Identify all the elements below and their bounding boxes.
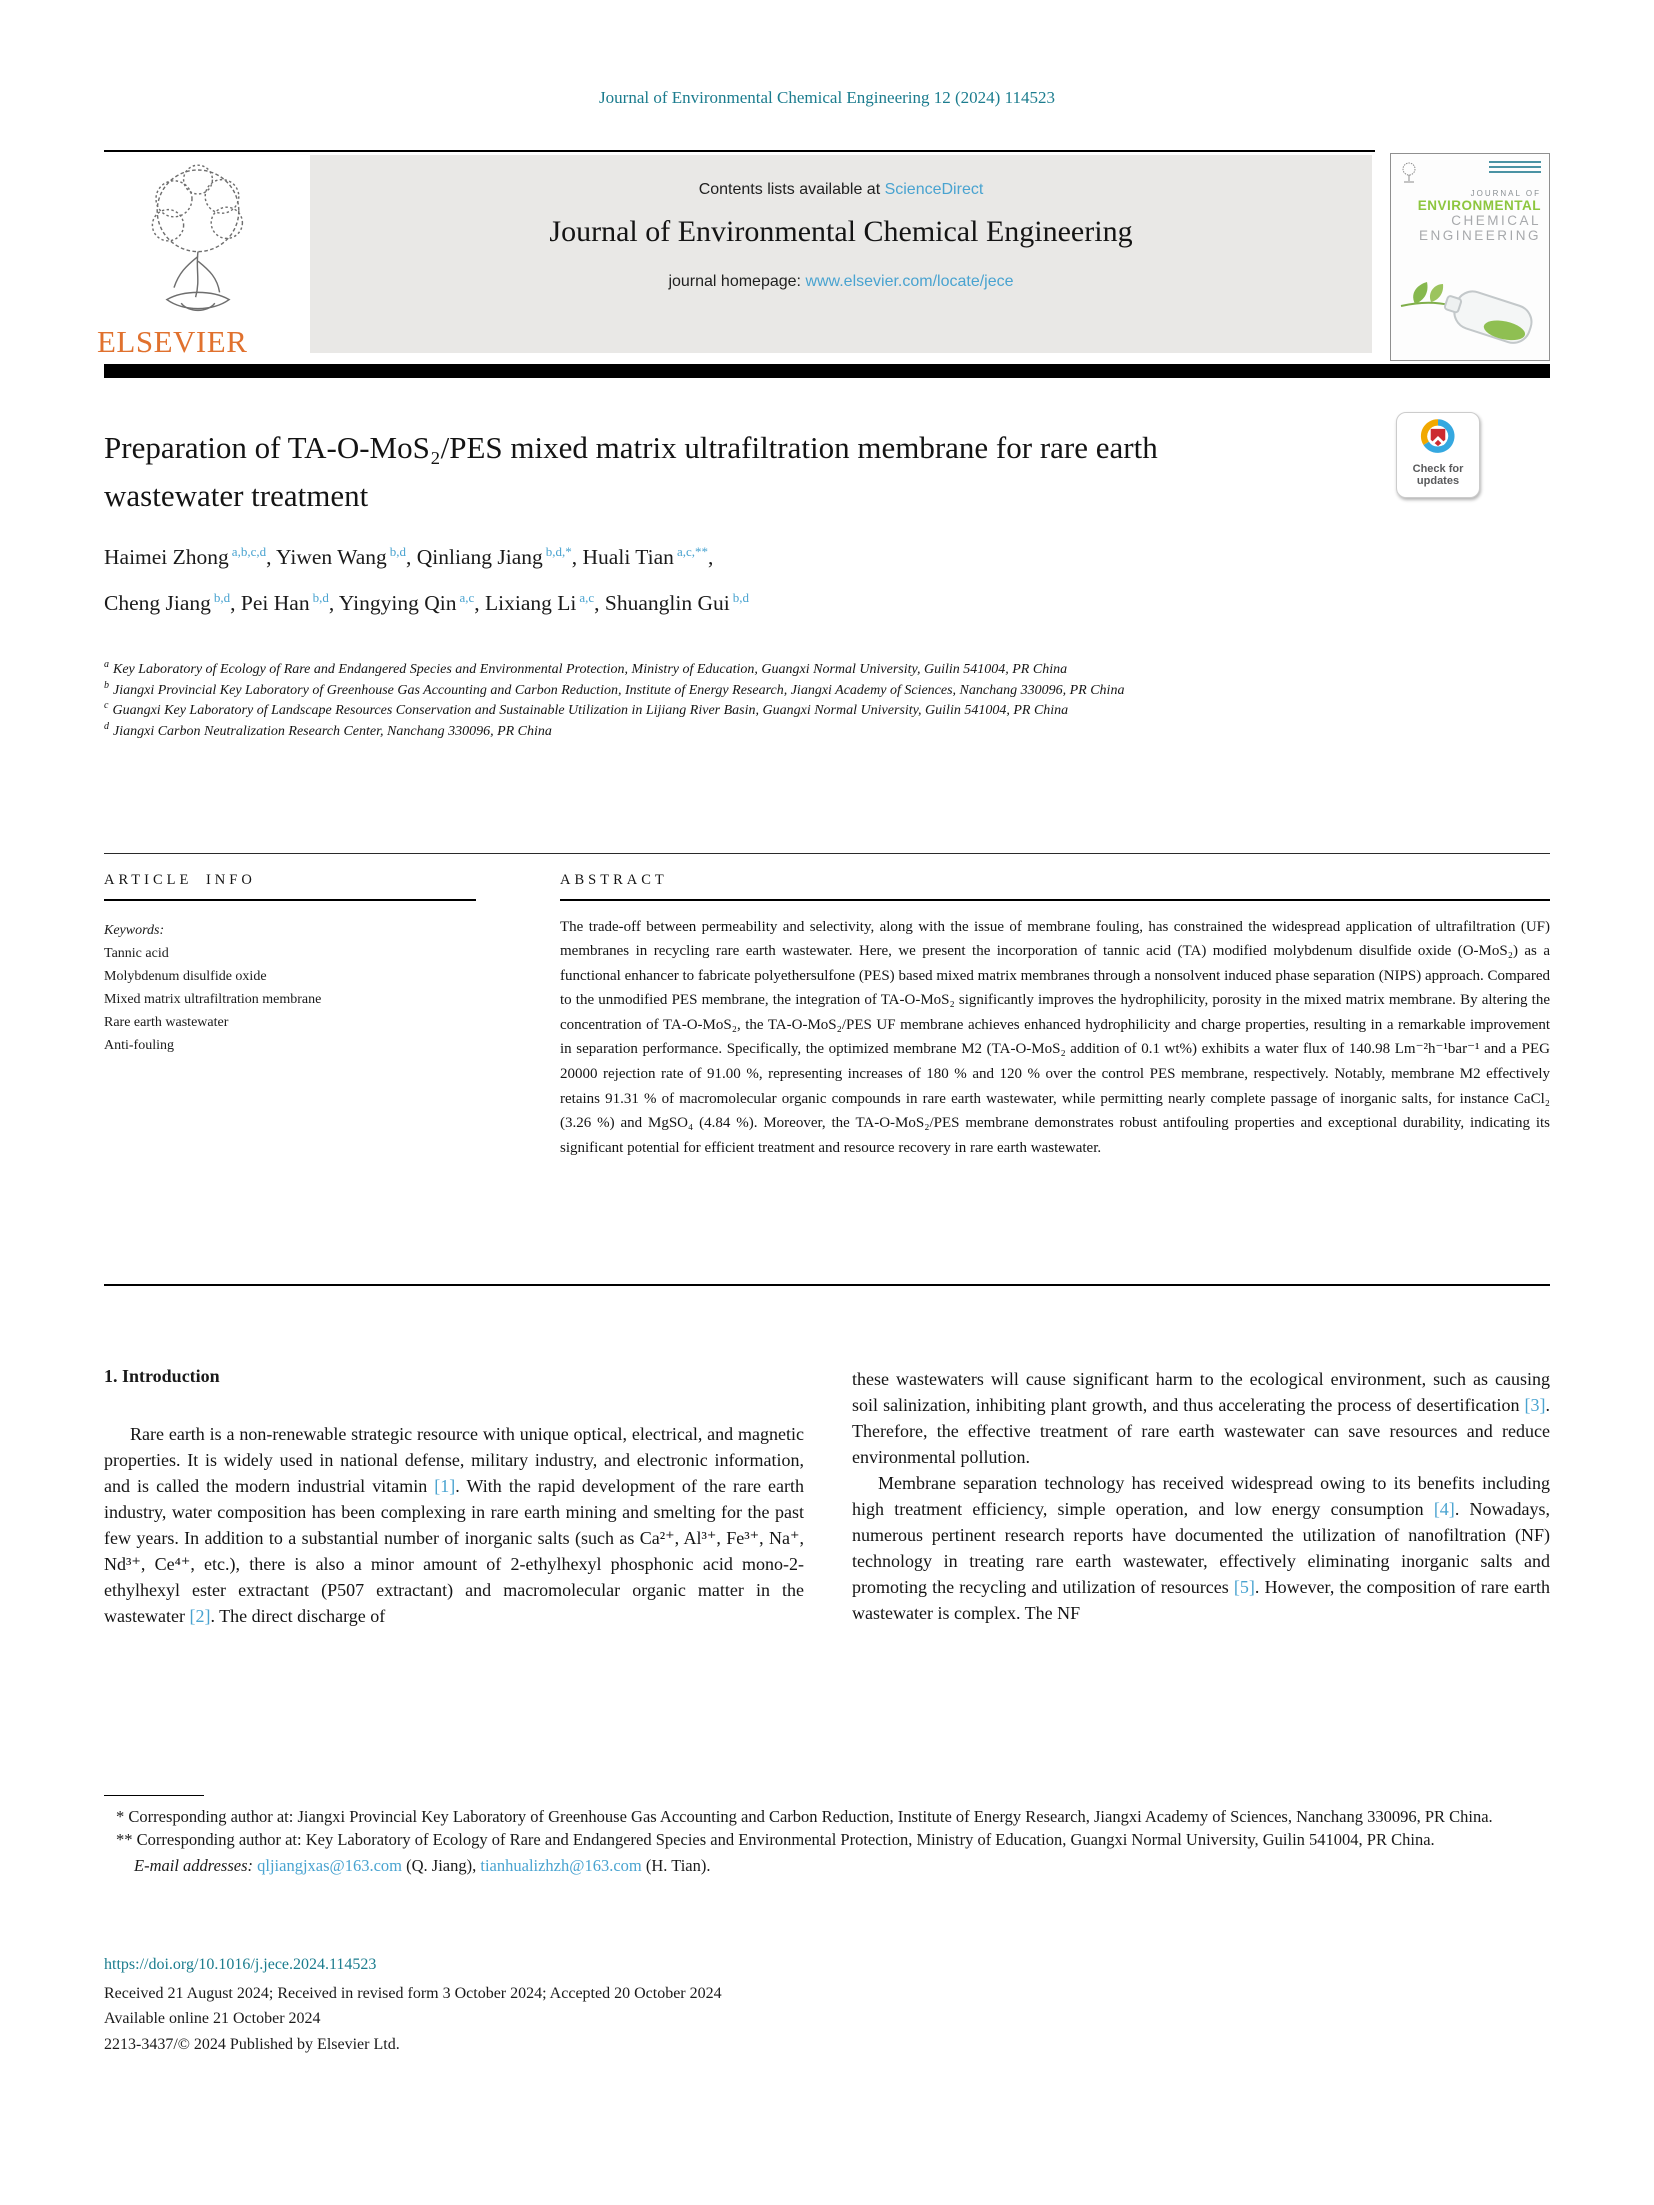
article-title: Preparation of TA-O-MoS₂/PES mixed matrix ultrafiltration membrane for rare earth wastewater treatment xyxy=(104,430,1158,513)
elsevier-logo[interactable] xyxy=(95,158,307,360)
author-name: , Qinliang Jiang xyxy=(406,545,543,569)
author-affils-sup: b,d,* xyxy=(545,543,572,559)
text-segment: Rare earth is a non-renewable strategic resource with unique optical, electrical, and magnetic properties. It is widely used in national defense, military industry, and electronic information, and is called the modern industrial vitamin xyxy=(104,1424,804,1496)
affiliation-item xyxy=(104,722,1550,743)
text-segment: . With the rapid development of the rare earth industry, water composition has been complexing in rare earth mining and smelting for the past few years. In addition to a substantial number of inorganic salts (such as Ca²⁺, Al³⁺, Fe³⁺, Na⁺, Nd³⁺, Ce⁴⁺, etc.), there is also a minor amount of 2-ethylhexyl phosphonic acid mono-2-ethylhexyl ester extractant (P507 extractant) and macromolecular organic matter in the wastewater xyxy=(104,1476,804,1626)
received-dates: Received 21 August 2024; Received in revised form 3 October 2024; Accepted 20 October 2024 xyxy=(104,1984,722,2002)
author-affils-sup: b,d xyxy=(732,589,749,605)
affiliation-text: Jiangxi Carbon Neutralization Research Center, Nanchang 330096, PR China xyxy=(113,723,552,739)
contents-prefix-text: Contents lists available at xyxy=(698,181,885,198)
keywords-label: Keywords: xyxy=(104,922,165,938)
citation-ref-5[interactable]: [5] xyxy=(1233,1577,1255,1597)
citation-ref-3[interactable]: [3] xyxy=(1524,1395,1546,1415)
journal-cover-thumbnail[interactable] xyxy=(1390,153,1550,361)
article-info-section xyxy=(104,872,476,1057)
author-name: Haimei Zhong xyxy=(104,545,229,569)
journal-title: Journal of Environmental Chemical Engineering xyxy=(549,215,1133,248)
email-link-2[interactable]: tianhualizhzh@163.com xyxy=(480,1856,642,1875)
author-affils-sup: a,c xyxy=(579,589,595,605)
cover-top-row xyxy=(1399,161,1541,187)
badge-line2: updates xyxy=(1416,475,1460,487)
badge-line1: Check for xyxy=(1412,463,1464,475)
affiliation-text: Key Laboratory of Ecology of Rare and Endangered Species and Environmental Protection, Ministry of Education, Guangxi Normal University, Guilin 541004, PR China xyxy=(113,662,1068,677)
affiliation-item xyxy=(104,660,1550,681)
check-for-updates-badge[interactable] xyxy=(1396,412,1480,498)
article-info-rule xyxy=(104,899,476,901)
author-name: , Lixiang Li xyxy=(474,591,577,615)
intro-paragraph-2 xyxy=(852,1470,1550,1626)
intro-paragraph-1 xyxy=(104,1421,804,1629)
cover-chemical-label: CHEMICAL xyxy=(1451,213,1541,228)
corresponding-author-note-2: ** Corresponding author at: Key Laboratory of Ecology of Rare and Endangered Species and Environmental Protection, Ministry of Education, Guangxi Normal University, Guilin 541004, PR China. xyxy=(116,1830,1435,1849)
author-affils-sup: a,c,** xyxy=(676,543,708,559)
keyword-item: Rare earth wastewater xyxy=(104,1014,229,1030)
copyright-line: 2213-3437/© 2024 Published by Elsevier Ltd. xyxy=(104,2035,400,2053)
text-segment: . Therefore, the effective treatment of rare earth wastewater can save resources and reduce environmental pollution. xyxy=(852,1395,1550,1467)
author-name: , Yiwen Wang xyxy=(266,545,387,569)
author-affils-sup: b,d xyxy=(312,589,329,605)
abstract-text: The trade-off between permeability and selectivity, along with the issue of membrane fouling, has constrained the widespread application of ultrafiltration (UF) membranes in recycling rare earth wastewater. Here, we present the incorporation of tannic acid (TA) modified molybdenum disulfide oxide (O-MoS₂) as a functional enhancer to fabricate polyethersulfone (PES) based mixed matrix membranes through a nonsolvent induced phase separation (NIPS) approach. Compared to the unmodified PES membrane, the integration of TA-O-MoS₂ significantly improves the hydrophilicity, porosity in the mixed matrix membrane. By altering the concentration of TA-O-MoS₂, the TA-O-MoS₂/PES UF membrane achieves enhanced hydrophilicity and charge properties, resulting in a remarkable improvement in separation performance. Specifically, the optimized membrane M2 (TA-O-MoS₂ addition of 0.1 wt%) exhibits a water flux of 140.98 Lm⁻²h⁻¹bar⁻¹ and a PEG 20000 rejection rate of 91.00 %, representing increases of 180 % and 120 % over the control PES membrane, respectively. Notably, membrane M2 effectively retains 91.31 % of macromolecular organic compounds in rare earth wastewater, while permitting nearly complete passage of inorganic salts, for instance CaCl₂ (3.26 %) and MgSO₄ (4.84 %). Moreover, the TA-O-MoS₂/PES membrane demonstrates robust antifouling properties and exceptional durability, indicating its significant potential for efficient treatment and resource recovery in rare earth wastewater. xyxy=(560,918,1550,1156)
author-affils-sup: b,d xyxy=(389,543,407,559)
abstract-section xyxy=(560,872,1550,1160)
cover-journal-of-label: JOURNAL OF xyxy=(1470,189,1541,198)
citation-ref-1[interactable]: [1] xyxy=(434,1476,456,1496)
intro-heading: 1. Introduction xyxy=(104,1366,220,1386)
text-segment: (H. Tian). xyxy=(641,1856,711,1875)
elsevier-tree-icon xyxy=(123,158,273,326)
keyword-item: Tannic acid xyxy=(104,945,169,961)
sciencedirect-link[interactable]: ScienceDirect xyxy=(884,181,984,198)
homepage-prefix-text: journal homepage: xyxy=(668,273,806,290)
keyword-item: Molybdenum disulfide oxide xyxy=(104,968,267,984)
cover-environmental-label: ENVIRONMENTAL xyxy=(1417,198,1541,213)
email-addresses-label: E-mail addresses: xyxy=(134,1856,258,1875)
doi-link[interactable]: https://doi.org/10.1016/j.jece.2024.114523 xyxy=(104,1956,377,1973)
affiliation-sup: a xyxy=(104,659,109,671)
affiliation-text: Guangxi Key Laboratory of Landscape Resources Conservation and Sustainable Utilization in Lijiang River Basin, Guangxi Normal University, Guilin 541004, PR China xyxy=(112,703,1069,718)
intro-paragraph-1-continued xyxy=(852,1366,1550,1470)
corresponding-author-note-1: * Corresponding author at: Jiangxi Provincial Key Laboratory of Greenhouse Gas Accounting and Carbon Reduction, Institute of Energy Research, Jiangxi Academy of Sciences, Nanchang 330096, PR China. xyxy=(116,1807,1493,1826)
abstract-rule xyxy=(560,899,1550,901)
abstract-heading: ABSTRACT xyxy=(560,872,668,888)
citation-ref-2[interactable]: [2] xyxy=(189,1606,211,1626)
author-name: , Huali Tian xyxy=(571,545,674,569)
intro-right-column xyxy=(852,1366,1550,1626)
text-segment: these wastewaters will cause significant harm to the ecological environment, such as causing soil salinization, inhibiting plant growth, and thus accelerating the process of desertification xyxy=(852,1369,1550,1415)
affiliation-sup: d xyxy=(104,720,109,732)
contents-line xyxy=(310,181,1372,199)
author-name: Cheng Jiang xyxy=(104,591,211,615)
available-online: Available online 21 October 2024 xyxy=(104,2010,321,2027)
cover-bottle-illustration xyxy=(1397,260,1543,356)
affiliation-sup: c xyxy=(104,700,109,712)
citation-ref-4[interactable]: [4] xyxy=(1433,1499,1455,1519)
affiliation-item xyxy=(104,701,1550,722)
footnote-divider xyxy=(104,1795,204,1796)
journal-homepage-link[interactable]: www.elsevier.com/locate/jece xyxy=(805,273,1014,290)
keyword-item: Mixed matrix ultrafiltration membrane xyxy=(104,991,322,1007)
text-segment: . The direct discharge of xyxy=(210,1606,386,1626)
affiliation-text: Jiangxi Provincial Key Laboratory of Greenhouse Gas Accounting and Carbon Reduction, Institute of Energy Research, Jiangxi Academy of Sciences, Nanchang 330096, PR China xyxy=(113,682,1125,698)
text-segment: Membrane separation technology has received widespread owing to its benefits including high treatment efficiency, simple operation, and low energy consumption xyxy=(852,1473,1550,1519)
author-list-line2 xyxy=(104,591,749,616)
author-name: , Shuanglin Gui xyxy=(594,591,730,615)
article-info-bottom-rule xyxy=(104,1284,1550,1286)
author-affils-sup: b,d xyxy=(213,589,231,605)
check-for-updates-label xyxy=(1397,463,1479,487)
cover-mini-tree-icon xyxy=(1399,161,1419,185)
text-segment: . However, the composition of rare earth wastewater is complex. The NF xyxy=(852,1577,1550,1623)
affiliation-sup: b xyxy=(104,679,109,691)
author-name: , Pei Han xyxy=(230,591,310,615)
keyword-item: Anti-fouling xyxy=(104,1037,174,1053)
cover-issn-lines xyxy=(1489,161,1541,176)
email-addresses-line xyxy=(104,1854,1550,1877)
journal-header-box xyxy=(310,155,1372,353)
email-link-1[interactable]: qljiangjxas@163.com xyxy=(257,1856,403,1875)
affiliation-item xyxy=(104,681,1134,702)
footnotes-block xyxy=(104,1795,1550,1877)
intro-left-column xyxy=(104,1366,804,1629)
cover-engineering-label: ENGINEERING xyxy=(1418,228,1541,243)
author-affils-sup: a,c xyxy=(459,589,475,605)
journal-citation: Journal of Environmental Chemical Engineering 12 (2024) 114523 xyxy=(599,88,1055,107)
article-info-top-rule xyxy=(104,853,1550,854)
article-history-block xyxy=(104,1952,1550,2057)
homepage-line xyxy=(310,273,1372,291)
top-rule xyxy=(104,150,1375,152)
crossmark-icon xyxy=(1418,417,1458,457)
article-info-heading: ARTICLE INFO xyxy=(104,872,256,888)
elsevier-wordmark: ELSEVIER xyxy=(97,324,248,359)
text-segment: (Q. Jiang), xyxy=(402,1856,481,1875)
authors-line1-comma: , xyxy=(707,545,714,569)
author-affils-sup: a,b,c,d xyxy=(231,543,267,559)
author-name: , Yingying Qin xyxy=(328,591,457,615)
author-list-line1 xyxy=(104,545,713,570)
affiliation-list xyxy=(104,660,1550,742)
header-divider-bar xyxy=(104,364,1550,378)
text-segment: . Nowadays, numerous pertinent research reports have documented the utilization of nanofiltration (NF) technology in treating rare earth wastewater, effectively eliminating inorganic salts and promoting the recycling and utilization of resources xyxy=(852,1499,1550,1597)
